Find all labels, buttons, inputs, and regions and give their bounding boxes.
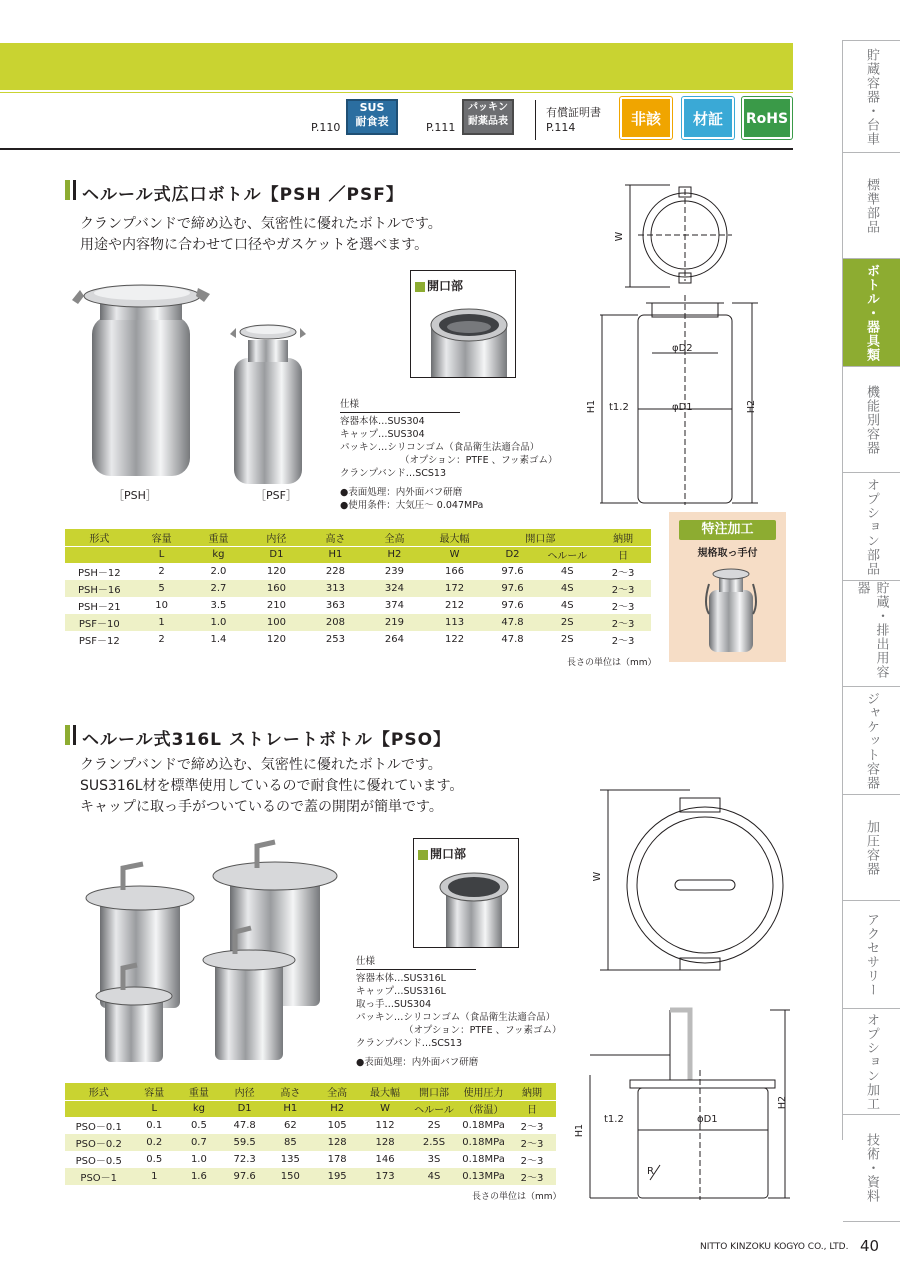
- table-header: 内径: [247, 529, 305, 546]
- table-header: 最大幅: [423, 529, 485, 546]
- section2-spec: [356, 955, 562, 1069]
- sidebar-item-label: オプション部品: [864, 477, 879, 576]
- drawing-d1-label: φD1: [697, 1114, 718, 1125]
- table-header: 全高: [365, 529, 423, 546]
- table-row: PSO－1 1 1.6 97.6 150 195 173 4S 0.13MPa 2～3: [65, 1168, 556, 1185]
- table-row: PSO－0.1 0.1 0.5 47.8 62 105 112 2S 0.18MPa 2～3: [75, 1120, 544, 1133]
- spec-line: パッキン…シリコンゴム（食品衛生法適合品）: [340, 442, 540, 453]
- table-subheader: kg: [189, 546, 247, 563]
- table-subheader: ヘルール: [539, 546, 595, 563]
- section-marker: [73, 725, 76, 745]
- spec-title: 仕様: [356, 956, 376, 967]
- section1-title: ヘルール式広口ボトル【PSH ／PSF】: [82, 185, 404, 205]
- company-name: NITTO KINZOKU KOGYO CO., LTD.: [700, 1242, 849, 1252]
- section-marker: [73, 180, 76, 200]
- material-cert-badge: 材証: [682, 97, 734, 139]
- table-row: PSO－0.2 0.2 0.7 59.5 85 128 128 2.5S 0.18MPa 2～3: [65, 1134, 556, 1151]
- table-subheader: H1: [267, 1100, 313, 1117]
- drawing-h2-label: H2: [746, 399, 758, 414]
- drawing-h1-label: H1: [586, 399, 598, 414]
- table-row: PSF－12 2 1.4 120 253 264 122 47.8 2S 2～3: [78, 634, 635, 647]
- table-subheader: W: [361, 1100, 409, 1117]
- special-bottle-photo: [705, 564, 757, 654]
- drawing-w-label: W: [592, 871, 604, 882]
- drawing-t-label: t1.2: [609, 402, 629, 413]
- table1-unit-note: 長さの単位は（mm）: [567, 658, 657, 668]
- spec-bullet: ●表面処理：内外面バフ研磨: [356, 1057, 479, 1068]
- opening-inset: [413, 838, 519, 948]
- sidebar-item-storage[interactable]: [843, 40, 900, 152]
- psh-photo-label: ［PSH］: [113, 489, 157, 502]
- psf-photo-label: ［PSF］: [255, 489, 297, 502]
- table-subheader: H2: [313, 1100, 361, 1117]
- table-subheader: L: [134, 546, 190, 563]
- table-header: 重量: [176, 1083, 222, 1100]
- sidebar-item-label: 標準部品: [864, 177, 879, 234]
- opening-inset: [410, 270, 516, 378]
- table-header: 容量: [134, 529, 190, 546]
- spec-bullet: ●表面処理：内外面バフ研磨: [340, 487, 463, 498]
- drawing-h1-label: H1: [574, 1123, 586, 1138]
- header-divider: [0, 92, 793, 93]
- table-subheader: （常温）: [459, 1100, 508, 1117]
- sus-page-ref[interactable]: P.110: [311, 121, 341, 134]
- table-subheader: [65, 1100, 132, 1117]
- drawing-d1-label: φD1: [672, 402, 693, 413]
- table-subheader: D2: [486, 546, 540, 563]
- table-row: PSH－12 2 2.0 120 228 239 166 97.6 4S 2～3: [78, 566, 635, 579]
- spec-line: 容器本体…SUS316L: [356, 973, 446, 984]
- table-row: PSF－10 1 1.0 100 208 219 113 47.8 2S 2～3: [65, 614, 651, 631]
- header-rule: [0, 148, 793, 150]
- section2-title: ヘルール式316L ストレートボトル【PSO】: [82, 730, 452, 750]
- pso-technical-drawing: [580, 780, 795, 1205]
- spec-line: キャップ…SUS304: [340, 429, 425, 440]
- sidebar-item-label: 貯蔵容器・台車: [864, 47, 879, 146]
- spec-line: クランプバンド…SCS13: [356, 1038, 463, 1049]
- table-row: PSH－21 10 3.5 210 363 374 212 97.6 4S 2～3: [78, 600, 635, 613]
- sidebar-item-option-parts[interactable]: [843, 472, 900, 580]
- rohs-badge: RoHS: [742, 97, 792, 139]
- table-header: 全高: [313, 1083, 361, 1100]
- spec-line: クランプバンド…SCS13: [340, 468, 447, 479]
- psf-bottle-photo: [228, 318, 308, 486]
- sidebar-item-bottles[interactable]: [843, 258, 900, 366]
- drawing-w-label: W: [614, 231, 626, 242]
- spec-bullet: ●使用条件：大気圧～ 0.047MPa: [340, 500, 484, 511]
- packing-chemical-badge[interactable]: [462, 99, 514, 135]
- sus-corrosion-badge[interactable]: [346, 99, 398, 135]
- sidebar-item-label: 加圧容器: [864, 819, 879, 876]
- special-processing-box: [669, 512, 786, 662]
- table-subheader: H2: [365, 546, 423, 563]
- section2-desc-line1: クランプバンドで締め込む、気密性に優れたボトルです。: [80, 757, 442, 773]
- table-header: 納期: [508, 1083, 556, 1100]
- psh-bottle-photo: [70, 276, 215, 490]
- spec-line: （オプション：PTFE 、フッ素ゴム）: [404, 1025, 562, 1036]
- table-subheader: kg: [176, 1100, 222, 1117]
- table-header: 形式: [65, 529, 134, 546]
- table-row: PSH－16 5 2.7 160 313 324 172 97.6 4S 2～3: [65, 580, 651, 597]
- section2-desc-line2: SUS316L材を標準使用しているので耐食性に優れています。: [80, 778, 464, 794]
- sidebar-item-label: ボトル・器具類: [864, 263, 879, 362]
- section2-desc-line3: キャップに取っ手がついているので蓋の開閉が簡単です。: [80, 799, 443, 815]
- opening-label: 開口部: [418, 845, 466, 862]
- page-number: 40: [860, 1237, 880, 1255]
- table-subheader: 日: [595, 546, 651, 563]
- packing-page-ref[interactable]: P.111: [426, 121, 456, 134]
- table-subheader: ヘルール: [409, 1100, 459, 1117]
- table-subheader: D1: [222, 1100, 268, 1117]
- special-subtitle: 規格取っ手付: [697, 548, 758, 559]
- section-marker: [65, 180, 70, 200]
- sidebar-item-label: ジャケット容器: [864, 691, 879, 790]
- spec-line: 容器本体…SUS304: [340, 416, 425, 427]
- packing-badge-line1: パッキン: [468, 102, 508, 113]
- sidebar-item-label: 機能別容器: [864, 384, 879, 455]
- table-subheader: D1: [247, 546, 305, 563]
- sidebar-item-label: アクセサリー: [864, 912, 879, 997]
- opening-label: 開口部: [415, 277, 463, 294]
- pso-spec-table: [65, 1083, 556, 1185]
- table-header: 使用圧力: [459, 1083, 508, 1100]
- certificate-page: P.114: [546, 121, 576, 134]
- section1-desc-line1: クランプバンドで締め込む、気密性に優れたボトルです。: [80, 216, 442, 232]
- table-header: 開口部: [486, 529, 595, 546]
- sidebar-item-label: 貯蔵・排出用容器: [854, 581, 889, 679]
- packing-badge-line2: 耐薬品表: [468, 116, 508, 127]
- table-header: 納期: [595, 529, 651, 546]
- section-marker: [65, 725, 70, 745]
- header-separator: [535, 100, 536, 140]
- sidebar-item-option-processing[interactable]: [843, 1008, 900, 1114]
- spec-line: （オプション：PTFE 、フッ素ゴム）: [400, 455, 558, 466]
- spec-title: 仕様: [340, 399, 360, 410]
- opening-photo: [421, 297, 515, 377]
- header-band: [0, 43, 793, 90]
- sus-badge-line2: 耐食表: [355, 115, 389, 128]
- spec-line: 取っ手…SUS304: [356, 999, 432, 1010]
- special-title: 特注加工: [679, 520, 776, 540]
- drawing-t-label: t1.2: [604, 1114, 624, 1125]
- section1-spec: [340, 398, 558, 512]
- section1-desc-line2: 用途や内容物に合わせて口径やガスケットを選べます。: [80, 237, 429, 253]
- table2-unit-note: 長さの単位は（mm）: [472, 1192, 562, 1202]
- sidebar-item-jacket[interactable]: [843, 686, 900, 794]
- table-subheader: 日: [508, 1100, 556, 1117]
- sidebar-item-label: 技術・資料: [864, 1133, 879, 1203]
- sidebar-item-functional[interactable]: [843, 366, 900, 472]
- certificate-label: 有償証明書: [546, 106, 601, 119]
- table-header: 高さ: [305, 529, 365, 546]
- table-subheader: H1: [305, 546, 365, 563]
- table-header: 最大幅: [361, 1083, 409, 1100]
- sidebar-item-technical[interactable]: [843, 1114, 900, 1222]
- sidebar-item-discharge[interactable]: [843, 580, 900, 686]
- sus-badge-line1: SUS: [359, 101, 385, 114]
- pso-bottles-photo: [75, 838, 375, 1068]
- table-header: 内径: [222, 1083, 268, 1100]
- sidebar-item-standard-parts[interactable]: [843, 152, 900, 258]
- spec-line: キャップ…SUS316L: [356, 986, 446, 997]
- table-header: 容量: [132, 1083, 176, 1100]
- table-subheader: L: [132, 1100, 176, 1117]
- sidebar-item-accessory[interactable]: [843, 900, 900, 1008]
- table-subheader: [65, 546, 134, 563]
- spec-line: パッキン…シリコンゴム（食品衛生法適合品）: [356, 1012, 556, 1023]
- label-square-icon: [418, 850, 428, 860]
- sidebar-item-label: オプション加工: [864, 1012, 879, 1111]
- table-header: 重量: [189, 529, 247, 546]
- non-applicability-badge: 非該: [620, 97, 672, 139]
- psh-spec-table: [65, 529, 651, 648]
- drawing-r-label: R: [647, 1166, 654, 1177]
- table-header: 形式: [65, 1083, 132, 1100]
- table-header: 高さ: [267, 1083, 313, 1100]
- table-header: 開口部: [409, 1083, 459, 1100]
- opening-photo: [434, 865, 514, 947]
- certificate-ref[interactable]: [546, 105, 601, 135]
- sidebar-item-pressure[interactable]: [843, 794, 900, 900]
- label-square-icon: [415, 282, 425, 292]
- drawing-d2-label: φD2: [672, 343, 693, 354]
- drawing-h2-label: H2: [777, 1095, 789, 1110]
- table-row: PSO－0.5 0.5 1.0 72.3 135 178 146 3S 0.18MPa 2～3: [75, 1154, 544, 1167]
- table-subheader: W: [423, 546, 485, 563]
